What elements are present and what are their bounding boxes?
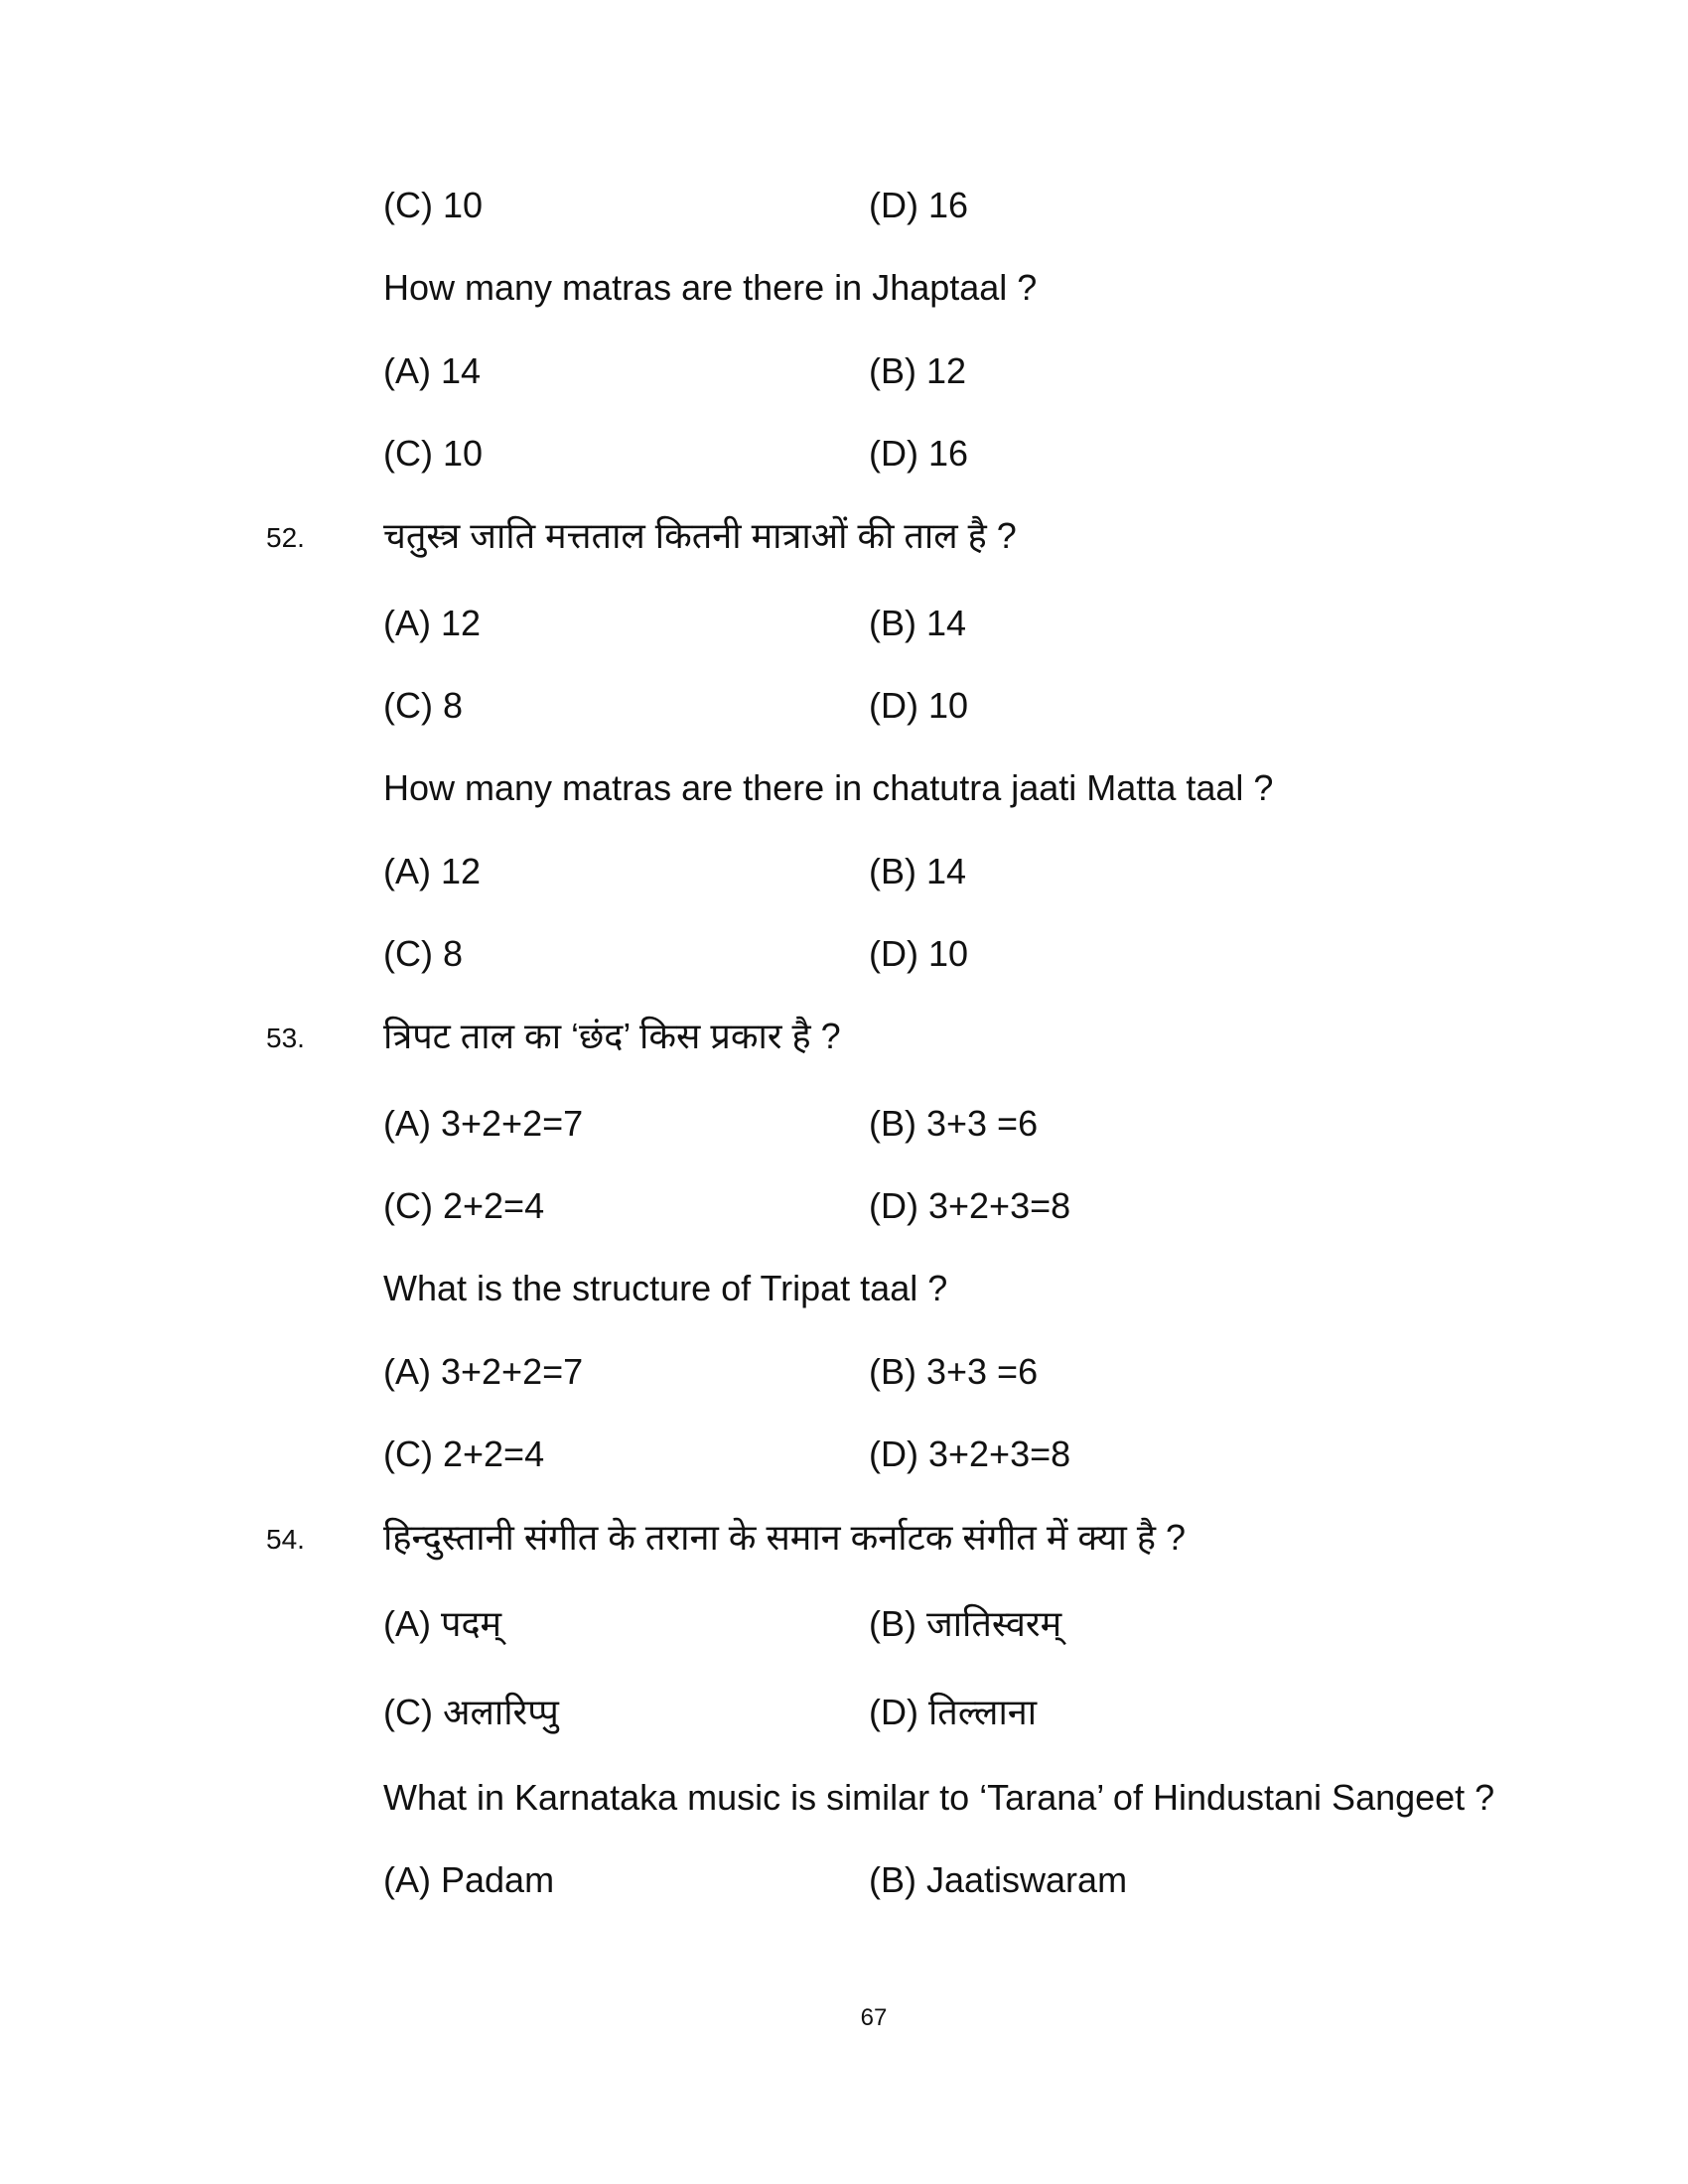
question-51-english: How many matras are there in Jhaptaal ? — [383, 267, 1038, 308]
option-a: (A) पदम् — [383, 1603, 502, 1644]
option-d: (D) 10 — [869, 933, 969, 974]
question-54-english: What in Karnataka music is similar to ‘Tarana’ of Hindustani Sangeet ? — [383, 1777, 1495, 1818]
option-c: (C) 10 — [383, 185, 484, 225]
option-a: (A) 14 — [383, 350, 482, 391]
question-53-hindi: त्रिपट ताल का ‘छंद’ किस प्रकार है ? — [383, 1016, 841, 1056]
option-a: (A) 3+2+2=7 — [383, 1351, 584, 1392]
page-number: 67 — [860, 2004, 888, 2031]
question-54-hindi: हिन्दुस्तानी संगीत के तराना के समान कर्नाटक संगीत में क्या है ? — [383, 1517, 1186, 1558]
option-c: (C) 2+2=4 — [383, 1185, 545, 1226]
option-a: (A) 12 — [383, 851, 482, 891]
question-number: 54. — [266, 1524, 305, 1555]
option-c: (C) 8 — [383, 933, 463, 974]
option-d: (D) 16 — [869, 185, 969, 225]
option-c: (C) अलारिप्पु — [383, 1692, 559, 1732]
option-a: (A) 3+2+2=7 — [383, 1103, 584, 1144]
option-b: (B) 14 — [869, 603, 967, 643]
option-d: (D) 10 — [869, 685, 969, 726]
question-number: 53. — [266, 1023, 305, 1053]
option-b: (B) 3+3 =6 — [869, 1103, 1039, 1144]
option-a: (A) Padam — [383, 1859, 555, 1900]
option-d: (D) 3+2+3=8 — [869, 1433, 1071, 1474]
question-52-english: How many matras are there in chatutra jaati Matta taal ? — [383, 767, 1274, 808]
option-c: (C) 10 — [383, 433, 484, 474]
option-d: (D) 3+2+3=8 — [869, 1185, 1071, 1226]
question-52-hindi: चतुस्त्र जाति मत्तताल कितनी मात्राओं की ताल है ? — [383, 515, 1017, 556]
option-b: (B) 12 — [869, 350, 967, 391]
option-b: (B) जातिस्वरम् — [869, 1603, 1062, 1644]
option-c: (C) 2+2=4 — [383, 1433, 545, 1474]
question-number: 52. — [266, 522, 305, 553]
option-d: (D) 16 — [869, 433, 969, 474]
option-c: (C) 8 — [383, 685, 463, 726]
option-d: (D) तिल्लाना — [869, 1692, 1038, 1732]
option-a: (A) 12 — [383, 603, 482, 643]
question-53-english: What is the structure of Tripat taal ? — [383, 1268, 948, 1308]
option-b: (B) 14 — [869, 851, 967, 891]
option-b: (B) 3+3 =6 — [869, 1351, 1039, 1392]
option-b: (B) Jaatiswaram — [869, 1859, 1128, 1900]
